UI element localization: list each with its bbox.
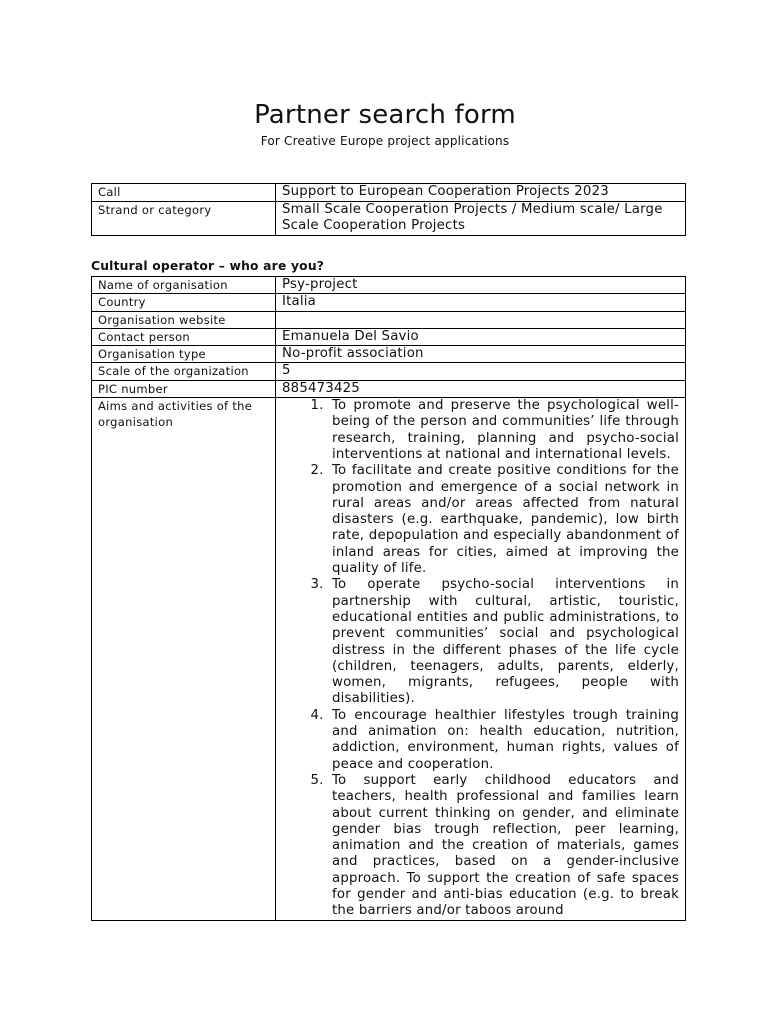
type-value: No-profit association [276, 346, 686, 363]
website-label: Organisation website [92, 311, 276, 328]
type-label: Organisation type [92, 346, 276, 363]
table-row [92, 201, 686, 235]
website-value [276, 311, 686, 328]
name-label: Name of organisation [92, 277, 276, 294]
name-value: Psy-project [276, 277, 686, 294]
strand-label: Strand or category [92, 201, 276, 235]
page-title: Partner search form [254, 100, 516, 130]
pic-label: PIC number [92, 380, 276, 397]
aims-label: Aims and activities of the organisation [92, 398, 276, 921]
aims-value [276, 398, 686, 921]
page-subtitle: For Creative Europe project applications [260, 134, 510, 148]
organisation-table [91, 276, 686, 921]
list-item: 1. To promote and preserve the psychological well-being of the person and communities’ life through research, training, planning and psycho-social interventions at national and international levels. [328, 398, 679, 463]
list-item: 4. To encourage healthier lifestyles trough training and animation on: health education, nutrition, addiction, environment, human rights, values of peace and cooperation. [328, 708, 679, 773]
table-row [92, 398, 686, 921]
strand-value: Small Scale Cooperation Projects / Medium scale/ Large Scale Cooperation Projects [276, 201, 686, 235]
call-table [91, 183, 686, 236]
country-label: Country [92, 294, 276, 311]
call-label: Call [92, 184, 276, 202]
scale-label: Scale of the organization [92, 363, 276, 380]
call-value: Support to European Cooperation Projects 2023 [276, 184, 686, 202]
list-item: 5. To support early childhood educators and teachers, health professional and families learn about current thinking on gender, and eliminate gender bias trough reflection, peer learning, animation and the creation of materials, games and practices, based on a gender-inclusive approach. To support the creation of safe spaces for gender and anti-bias education (e.g. to break the barriers and/or taboos around [328, 773, 679, 920]
table-row [92, 328, 686, 345]
list-item: 3. To operate psycho-social interventions in partnership with cultural, artistic, touristic, educational entities and public administrations, to prevent communities’ social and psychological distress in the different phases of the life cycle (children, teenagers, adults, parents, elderly, women, migrants, refugees, people with disabilities). [328, 577, 679, 707]
table-row [92, 380, 686, 397]
table-row [92, 277, 686, 294]
pic-value: 885473425 [276, 380, 686, 397]
contact-label: Contact person [92, 328, 276, 345]
section-heading-cultural-operator: Cultural operator – who are you? [91, 259, 325, 273]
table-row [92, 311, 686, 328]
aims-list [282, 398, 679, 920]
table-row [92, 363, 686, 380]
country-value: Italia [276, 294, 686, 311]
scale-value: 5 [276, 363, 686, 380]
list-item: 2. To facilitate and create positive conditions for the promotion and emergence of a social network in rural areas and/or areas affected from natural disasters (e.g. earthquake, pandemic), low birth rate, depopulation and especially abandonment of inland areas for cities, aimed at improving the quality of life. [328, 463, 679, 577]
contact-value: Emanuela Del Savio [276, 328, 686, 345]
table-row [92, 346, 686, 363]
table-row [92, 184, 686, 202]
table-row [92, 294, 686, 311]
